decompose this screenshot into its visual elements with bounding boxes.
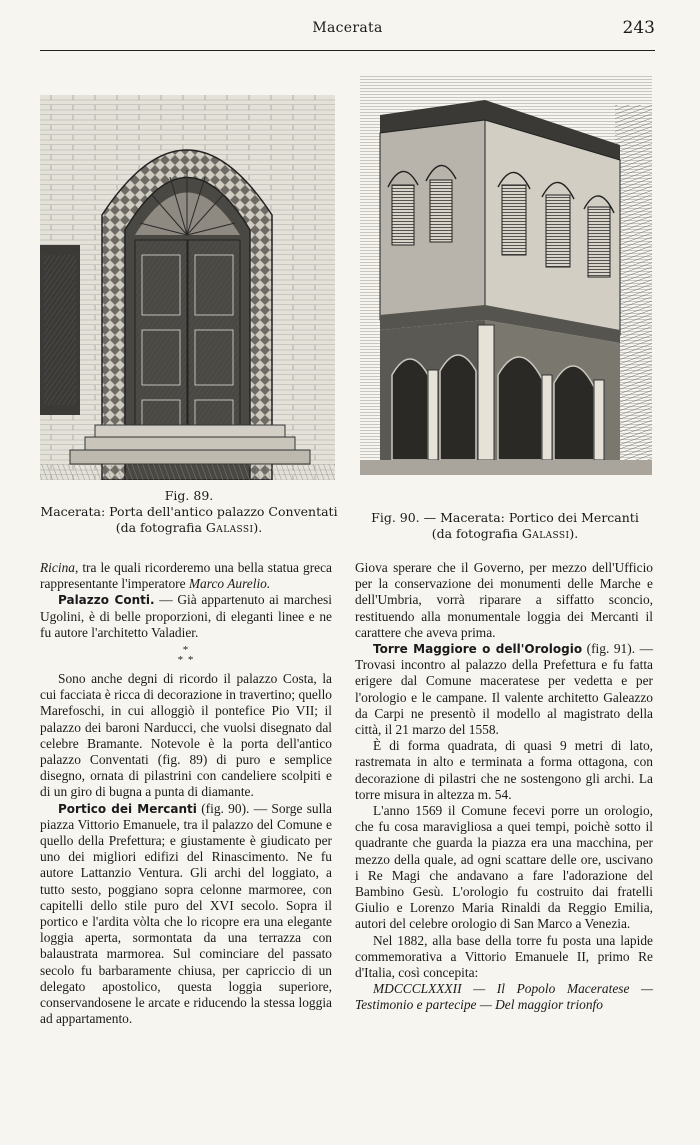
page-header (40, 14, 655, 44)
photographer-name: Galassi (521, 526, 570, 541)
photographer-name: Galassi (205, 520, 254, 535)
figure-89-caption-line2: (da fotografia Galassi). (115, 520, 263, 535)
paragraph-palazzo-conti: Palazzo Conti. — Già appartenuto ai marchesi Ugolini, è di belle proporzioni, di eleganti linee e ne fu autore l'architetto Valadier. (40, 592, 332, 640)
right-column (355, 560, 653, 1014)
paragraph-lapide: Nel 1882, alla base della torre fu posta una lapide commemorativa a Vittorio Emanuele II, primo Re d'Italia, così concepita: (355, 932, 653, 981)
paragraph-iscrizione: MDCCCLXXXII — Il Popolo Maceratese — Testimonio e partecipe — Del maggior trionfo (355, 981, 653, 1013)
asterism-divider: * * * (177, 644, 195, 667)
figure-89-doorway-engraving (40, 95, 335, 480)
left-column (40, 560, 332, 1027)
section-heading: Torre Maggiore o dell'Orologio (373, 642, 583, 657)
figure-89-caption-line1: Macerata: Porta dell'antico palazzo Conventati (40, 504, 338, 519)
paragraph-ricina: Ricina, tra le quali ricorderemo una bella statua greca rappresentante l'imperatore Marco Aurelio. (40, 560, 332, 592)
paragraph-portico-mercanti: Portico dei Mercanti (fig. 90). — Sorge sulla piazza Vittorio Emanuele, tra il palazzo del Comune e quello della Prefettura; e giustamente è giudicato per uno dei migliori edifizi del Rinascimento. Ne fu autore Lattanzio Ventura. Gli archi del loggiato, a tutto sesto, poggiano sopra celonne marmoree, con capitelli dello stile puro del XVI secolo. Sopra il portico e l'ardita vòlta che lo ricopre era una elegante loggia aperta, sormontata da una terrazza con balaustrata marmorea. Sul cominciare del passato secolo fu barbaramente chiusa, per capriccio di un delegato apostolico, questa loggia superiore, conservandosene le arcate e riducendo la stessa loggia ad appartamento. (40, 800, 332, 1027)
paragraph-torre-maggiore: Torre Maggiore o dell'Orologio (fig. 91). — Trovasi incontro al palazzo della Prefettura e fu fatta erigere dal Comune maceratese per vedetta e per l'orologio e le campane. Il valente architetto Galeazzo da Carpi ne presentò il modello al magistrato della città, il 21 marzo del 1558. (355, 641, 653, 738)
running-title: Macerata (312, 20, 383, 36)
paragraph-forma-quadrata: È di forma quadrata, di quasi 9 metri di lato, rastremata in alto e terminata a forma ottagona, con decorazione di pilastri che ne sostengono gli archi. La torre misura in altezza m. 54. (355, 738, 653, 802)
figure-90-caption-line2: (da fotografia Galassi). (431, 526, 579, 541)
figure-90-caption (355, 510, 655, 542)
paragraph-governo: Giova sperare che il Governo, per mezzo dell'Ufficio per la conservazione dei monumenti delle Marche e dell'Umbria, vorrà riparare a siffatto sconcio, restituendo alla monumentale loggia dei Mercanti il carattere che aveva prima. (355, 560, 653, 640)
paragraph-palazzi: Sono anche degni di ricordo il palazzo Costa, la cui facciata è ricca di decorazione in travertino; quello Marefoschi, in cui alloggiò il pontefice Pio VII; il palazzo dei baroni Narducci, che vuolsi disegnato dal celebre Bramante. Notevole è la porta dell'antico palazzo Conventati (fig. 89) di puro e semplice disegno, ornata di pilastrini con candeliere scolpiti e di un giro di bugna a punta di diamante. (40, 671, 332, 800)
figure-90-caption-line1: Fig. 90. — Macerata: Portico dei Mercanti (371, 510, 639, 525)
section-heading: Portico dei Mercanti (58, 801, 197, 816)
header-rule (40, 50, 655, 51)
paragraph-orologio: L'anno 1569 il Comune fecevi porre un orologio, che fu cosa maravigliosa a quei tempi, poichè sotto il quadrante che guarda la piazza era una macchina, per mezzo della quale, ad ogni scattare delle ore, uscivano i Re Magi che andavano a fare l'adorazione del Bambino Gesù. L'orologio fu costruito dai fratelli Giulio e Lorenzo Maria Rinaldi da Reggio Emilia, autori del celebre orologio di San Marco a Venezia. (355, 803, 653, 932)
figure-90-portico-engraving (360, 75, 652, 475)
page-number: 243 (622, 18, 655, 38)
figure-89-caption (30, 488, 348, 536)
section-heading: Palazzo Conti. (58, 593, 155, 608)
figure-89-number: Fig. 89. (164, 488, 214, 503)
